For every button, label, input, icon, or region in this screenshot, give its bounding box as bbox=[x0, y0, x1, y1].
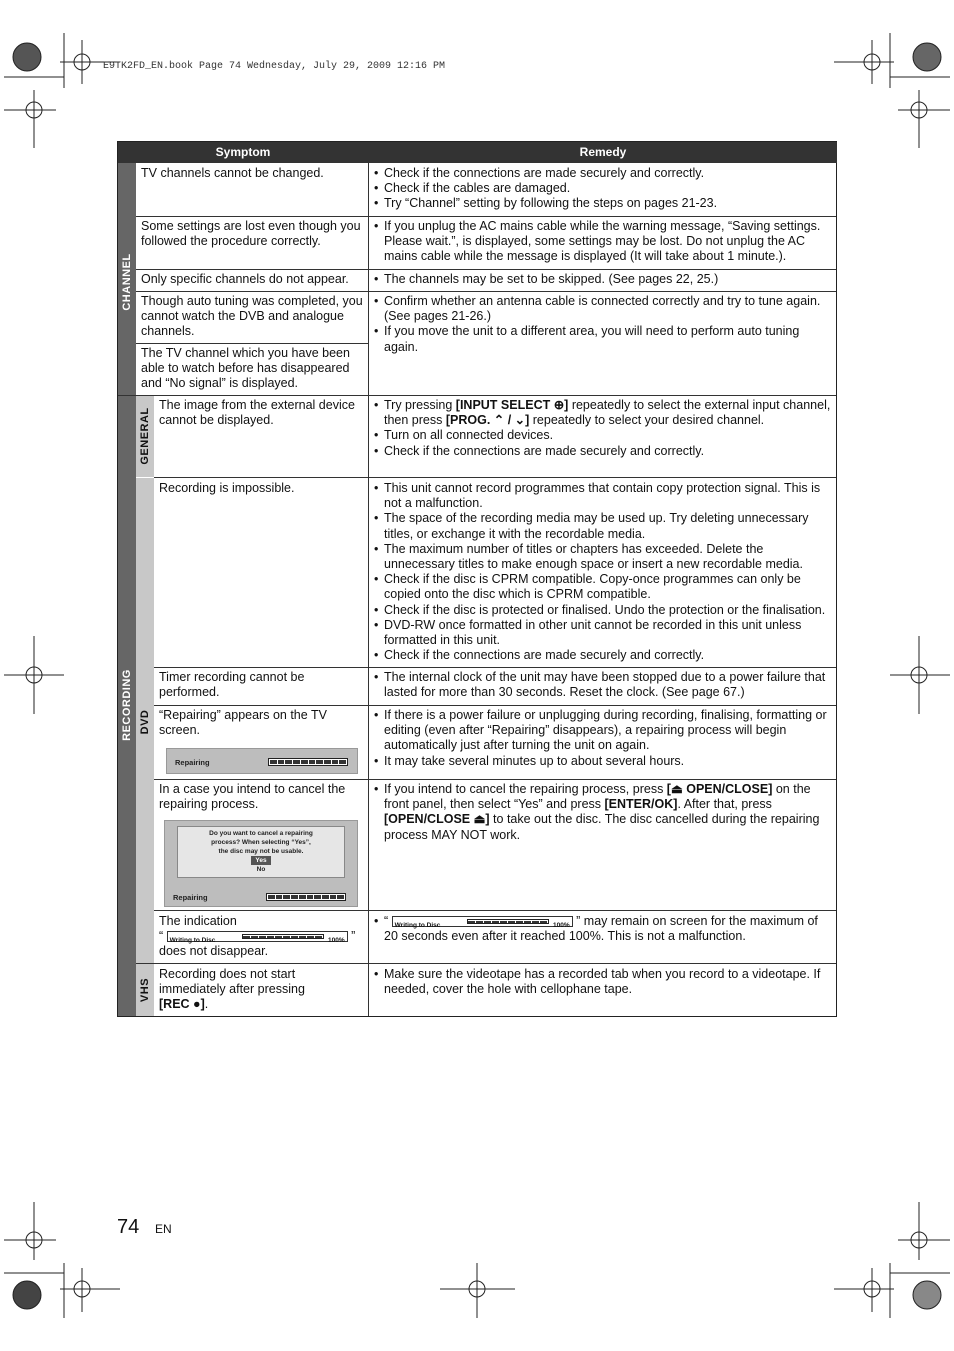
remedy-item: • If you move the unit to a different area, you will need to perform auto tuning again. bbox=[374, 324, 832, 354]
remedy-list bbox=[374, 967, 834, 997]
writing-to-disc-indicator: Writing to Disc 100% bbox=[392, 916, 573, 927]
remedy-item: • DVD-RW once formatted in other unit cannot be recorded in this unit unless formatted in this unit. bbox=[374, 618, 834, 648]
symptom-text: Timer recording cannot be performed. bbox=[159, 670, 305, 700]
troubleshooting-table bbox=[117, 141, 837, 1017]
remedy-list bbox=[374, 481, 834, 663]
subsection-vhs: VHS bbox=[139, 977, 151, 1003]
language-code: EN bbox=[155, 1222, 172, 1236]
remedy-item: • Check if the connections are made securely and correctly. bbox=[374, 444, 832, 459]
subsection-dvd: DVD bbox=[139, 709, 151, 735]
remedy-list bbox=[374, 914, 834, 944]
remedy-item: • The maximum number of titles or chapters has exceeded. Delete the unnecessary titles to make enough space or insert a new recordable media. bbox=[374, 542, 834, 572]
remedy-item: • The internal clock of the unit may have been stopped due to a power failure that lasted for more than 30 seconds. Reset the clock. (See page 67.) bbox=[374, 670, 834, 700]
remedy-item: • Check if the connections are made securely and correctly. bbox=[374, 166, 832, 181]
print-header: E9TK2FD_EN.book Page 74 Wednesday, July 29, 2009 12:16 PM bbox=[103, 61, 446, 72]
symptom-text: Only specific channels do not appear. bbox=[141, 272, 349, 286]
remedy-list bbox=[374, 708, 834, 769]
section-channel: CHANNEL bbox=[121, 253, 133, 311]
remedy-item: • If you unplug the AC mains cable while the warning message, “Saving settings. Please wait.”, is displayed, some settings may be lost. Do not unplug the AC mains cable while the message is displayed (It will take about 1 minute.). bbox=[374, 219, 832, 265]
remedy-item: • Try pressing [INPUT SELECT ⊕] repeatedly to select the external input channel, then press [PROG. ⌃ / ⌄] repeatedly to select your desired channel. bbox=[374, 398, 832, 428]
symptom-text: Recording is impossible. bbox=[159, 481, 295, 495]
section-recording: RECORDING bbox=[121, 669, 133, 741]
remedy-list bbox=[374, 166, 832, 212]
subsection-general: GENERAL bbox=[139, 407, 151, 465]
progress-bar bbox=[266, 893, 346, 901]
remedy-item: • The space of the recording media may be used up. Try deleting unnecessary titles, or exchange it with the recordable media. bbox=[374, 511, 834, 541]
cancel-dialog: Do you want to cancel a repairing process? When selecting “Yes”, the disc may not be usable. Yes No bbox=[177, 826, 345, 878]
remedy-list bbox=[374, 398, 832, 459]
progress-bar bbox=[268, 758, 348, 766]
remedy-item: • Confirm whether an antenna cable is connected correctly and try to tune again. (See pages 21-26.) bbox=[374, 294, 832, 324]
remedy-item: • Try “Channel” setting by following the steps on pages 21-23. bbox=[374, 196, 832, 211]
remedy-item: • Make sure the videotape has a recorded tab when you record to a videotape. If needed, cover the hole with cellophane tape. bbox=[374, 967, 834, 997]
symptom-text: TV channels cannot be changed. bbox=[141, 166, 324, 180]
remedy-list bbox=[374, 272, 832, 287]
remedy-item: • This unit cannot record programmes that contain copy protection signal. This is not a malfunction. bbox=[374, 481, 834, 511]
remedy-item: • It may take several minutes up to about several hours. bbox=[374, 754, 834, 769]
symptom-text: The TV channel which you have been able to watch before has disappeared and “No signal” is displayed. bbox=[141, 346, 350, 391]
symptom-text: Though auto tuning was completed, you cannot watch the DVB and analogue channels. bbox=[141, 294, 363, 339]
symptom-text: In a case you intend to cancel the repairing process. bbox=[159, 782, 346, 812]
remedy-item: • Check if the connections are made securely and correctly. bbox=[374, 648, 834, 663]
page-number: 74 bbox=[117, 1216, 140, 1238]
symptom-text: Recording does not start immediately after pressing [REC ●]. bbox=[159, 967, 305, 1012]
yes-option: Yes bbox=[251, 856, 270, 865]
remedy-item: • The channels may be set to be skipped. (See pages 22, 25.) bbox=[374, 272, 832, 287]
remedy-list bbox=[374, 219, 832, 265]
remedy-item: • If there is a power failure or unplugging during recording, finalising, formatting or editing (even after “Repairing” disappears), a repairing process will begin automatically just after turning the unit on again. bbox=[374, 708, 834, 754]
cancel-dialog-illustration: Do you want to cancel a repairing process? When selecting “Yes”, the disc may not be usable. Yes No Repairing bbox=[164, 820, 358, 907]
symptom-text: Some settings are lost even though you followed the procedure correctly. bbox=[141, 219, 361, 249]
remedy-item: • Turn on all connected devices. bbox=[374, 428, 832, 443]
remedy-list bbox=[374, 670, 834, 700]
no-option: No bbox=[256, 866, 266, 873]
remedy-item: • “ Writing to Disc 100% ” may remain on screen for the maximum of 20 seconds even after it reached 100%. This is not a malfunction. bbox=[374, 914, 834, 944]
remedy-list bbox=[374, 782, 834, 843]
remedy-column-header: Remedy bbox=[369, 142, 837, 163]
symptom-text: “Repairing” appears on the TV screen. bbox=[159, 708, 327, 738]
symptom-column-header: Symptom bbox=[118, 142, 368, 163]
writing-to-disc-indicator: Writing to Disc 100% bbox=[167, 931, 348, 942]
remedy-item: • Check if the disc is CPRM compatible. Copy-once programmes can only be copied onto the disc which is CPRM compatible. bbox=[374, 572, 834, 602]
remedy-list bbox=[374, 294, 832, 355]
remedy-item: • Check if the disc is protected or finalised. Undo the protection or the finalisation. bbox=[374, 603, 834, 618]
symptom-text: The indication “ Writing to Disc 100% ” does not disappear. bbox=[159, 914, 356, 959]
remedy-item: • If you intend to cancel the repairing process, press [⏏ OPEN/CLOSE] on the front panel, then select “Yes” and press [ENTER/OK]. After that, press [OPEN/CLOSE ⏏] to take out the disc. The disc cancelled during the repairing process MAY NOT work. bbox=[374, 782, 834, 843]
repairing-screen-illustration: Repairing bbox=[166, 748, 358, 774]
remedy-item: • Check if the cables are damaged. bbox=[374, 181, 832, 196]
symptom-text: The image from the external device cannot be displayed. bbox=[159, 398, 355, 428]
